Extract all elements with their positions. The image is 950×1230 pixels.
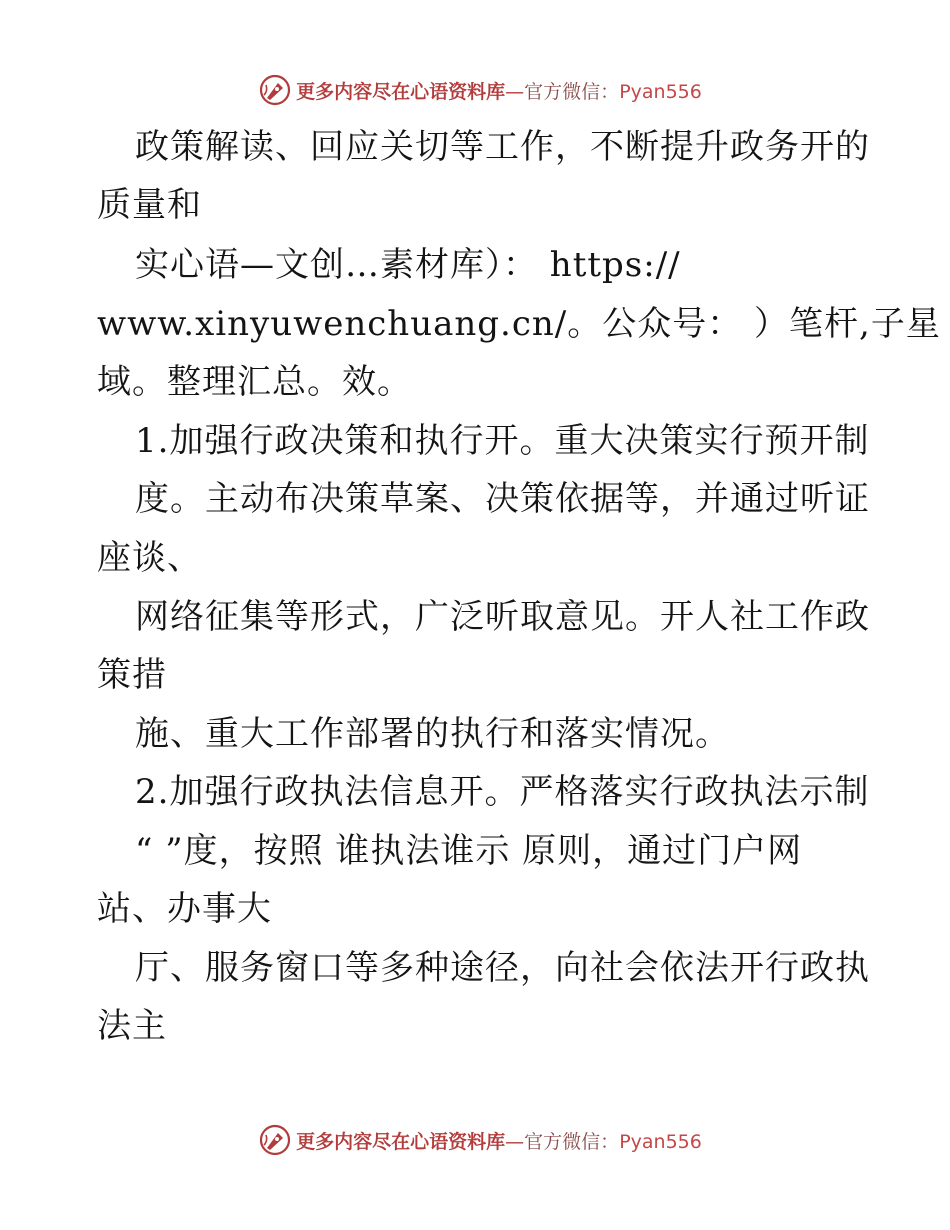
header-banner-dash: — [505,80,525,103]
footer-banner-wechat-label: 官方微信： [524,1130,620,1153]
body-line: 质量和 [97,185,202,225]
body-line: 施、重大工作部署的执行和落实情况。 [135,714,730,754]
footer-banner-main: 更多内容尽在心语资料库 [296,1130,506,1153]
body-line: 度。主动布决策草案、决策依据等，并通过听证 [135,479,870,519]
body-line: “ ”度，按照 谁执法谁示 原则，通过门户网 [135,831,803,871]
footer-banner-content [258,1123,702,1157]
body-line: 政策解读、回应关切等工作，不断提升政务开的 [135,127,870,167]
body-line: 实心语—文创…素材库）： https:// [135,245,681,285]
body-line: 2.加强行政执法信息开。严格落实行政执法示制 [135,772,870,812]
header-banner-wechat-id: Pyan556 [619,80,702,103]
header-banner-text [296,77,702,104]
body-line: 域。整理汇总。效。 [97,362,412,402]
body-line: 站、办事大 [97,889,272,929]
pen-nib-logo-icon [258,1123,292,1157]
body-line: 法主 [97,1006,167,1046]
header-banner [0,70,950,110]
body-line: 座谈、 [97,538,202,578]
footer-banner-dash: — [505,1130,525,1153]
header-banner-wechat-label: 官方微信： [524,80,620,103]
header-banner-main: 更多内容尽在心语资料库 [296,80,506,103]
pen-nib-logo-icon [258,73,292,107]
body-line: 厅、服务窗口等多种途径，向社会依法开行政执 [135,948,870,988]
footer-banner-text [296,1127,702,1154]
footer-banner-wechat-id: Pyan556 [619,1130,702,1153]
body-line: www.xinyuwenchuang.cn/。公众号： ）笔杆,子星 [97,304,941,344]
footer-banner [0,1120,950,1160]
body-line: 1.加强行政决策和执行开。重大决策实行预开制 [135,421,870,461]
header-banner-content [258,73,702,107]
body-line: 策措 [97,655,167,695]
body-line: 网络征集等形式，广泛听取意见。开人社工作政 [135,597,870,637]
